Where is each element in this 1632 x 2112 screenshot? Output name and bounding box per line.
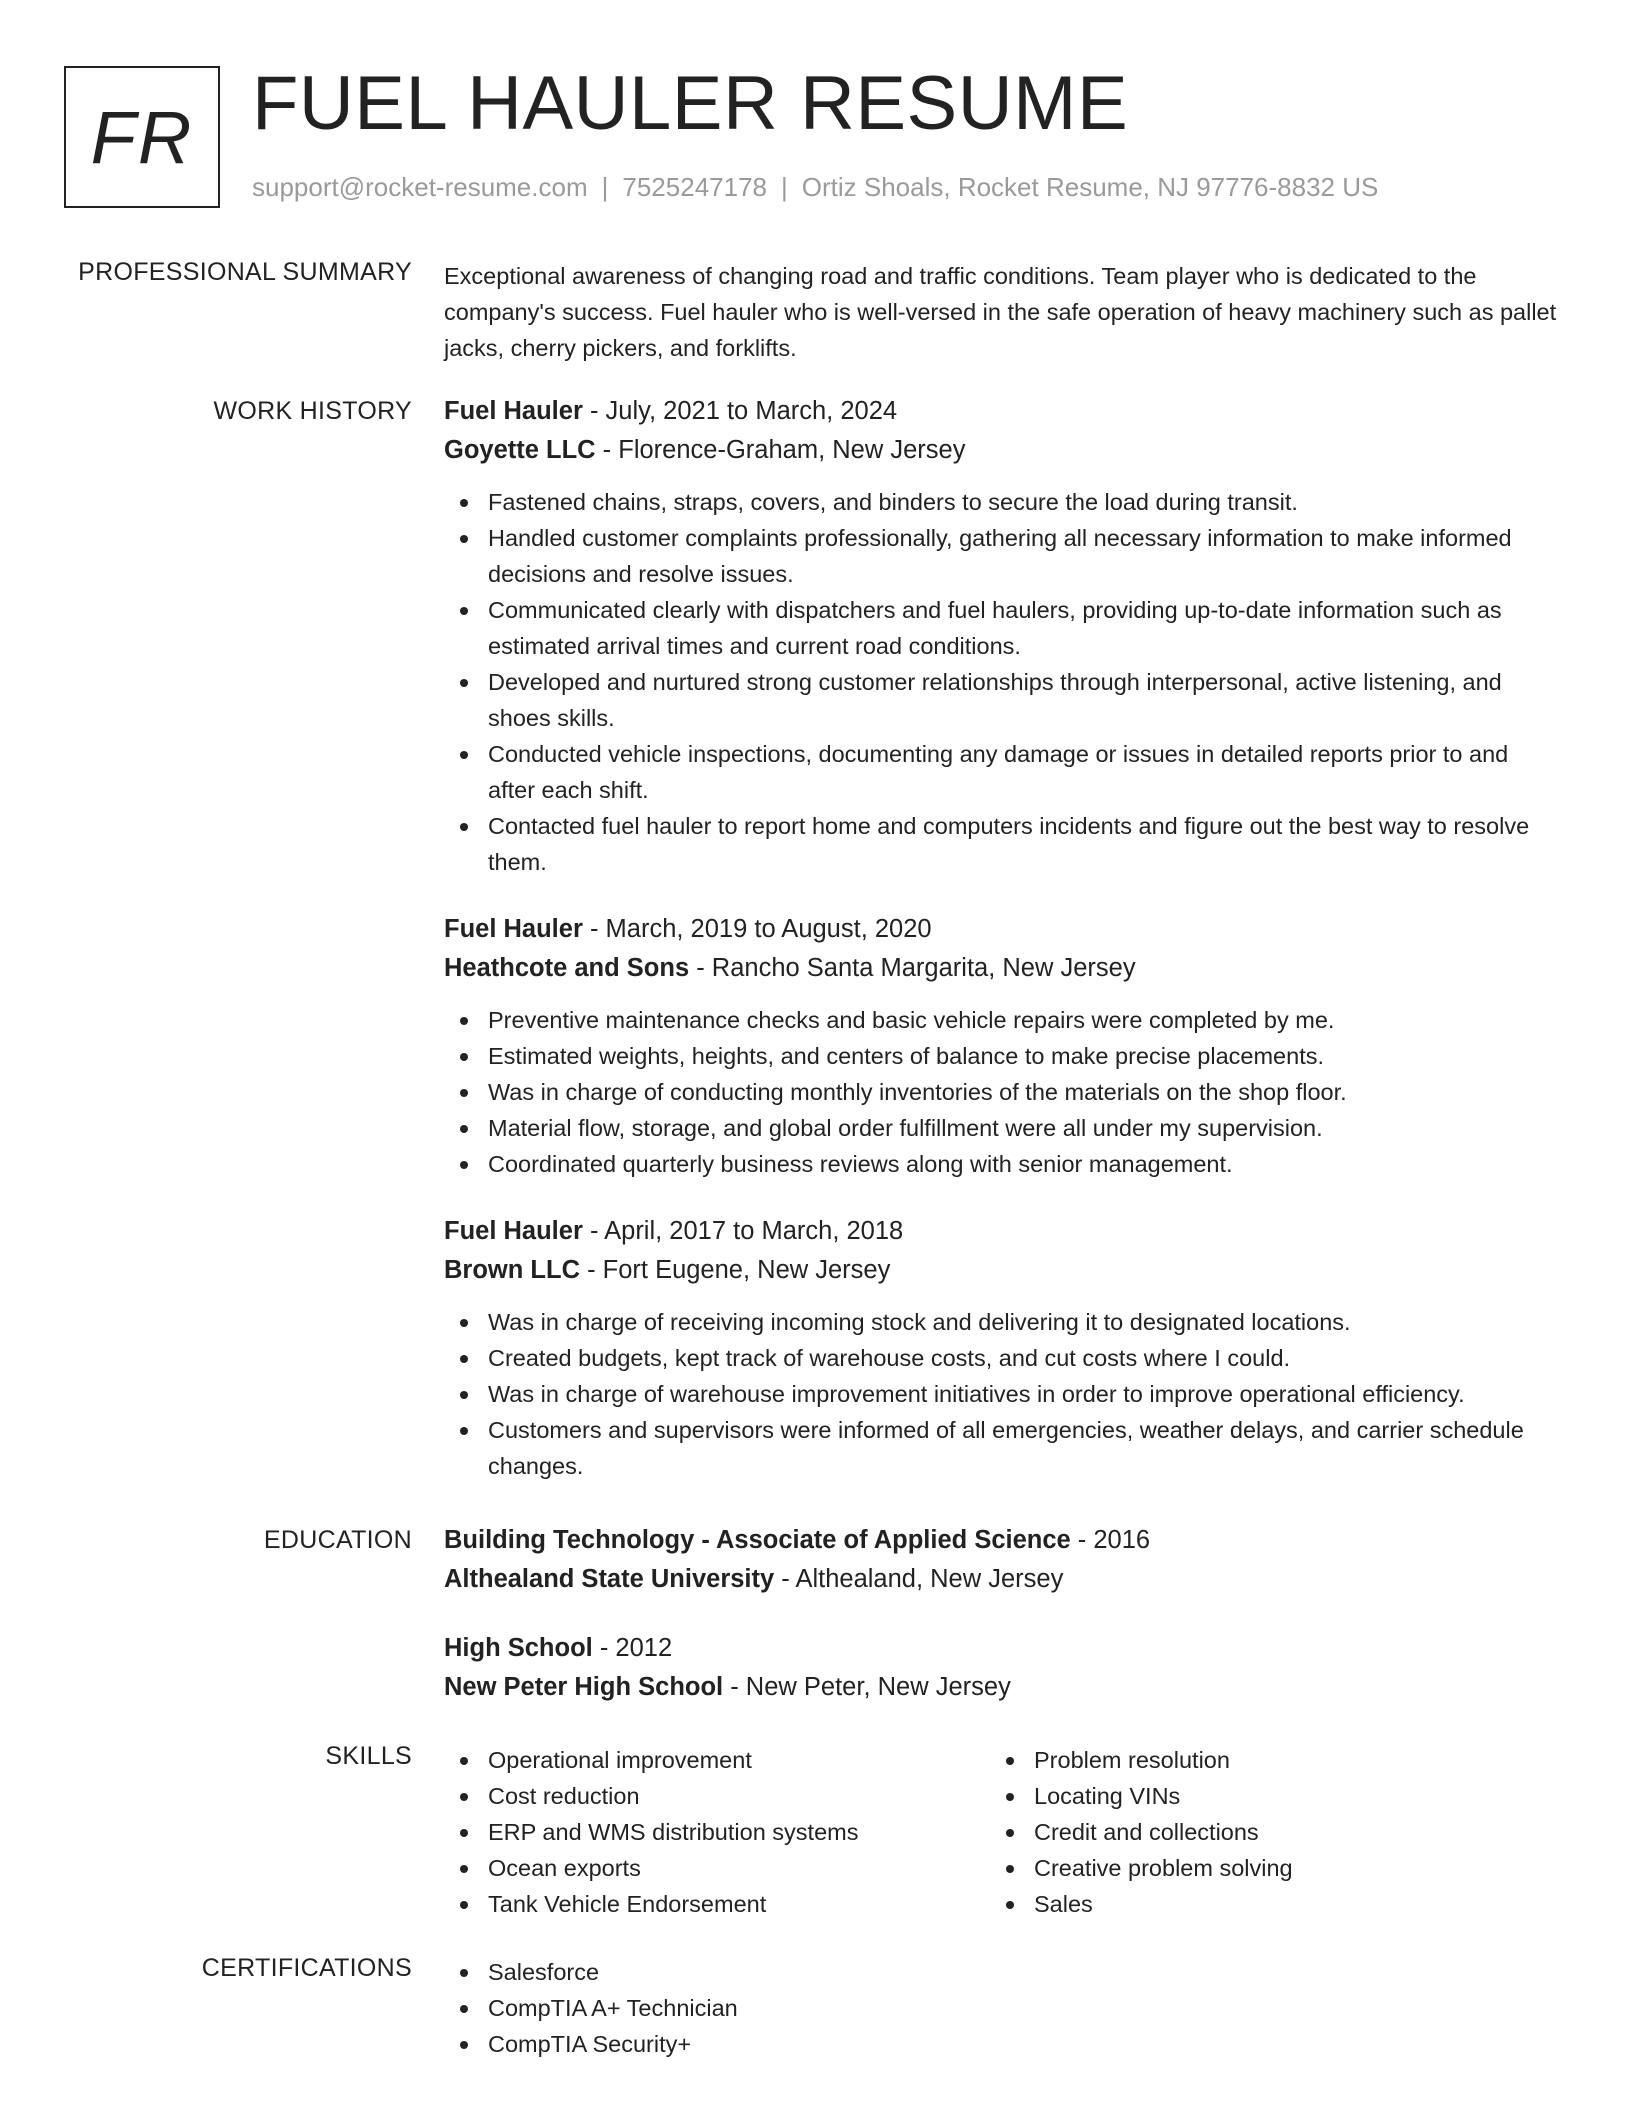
job-title: Fuel Hauler (444, 1217, 583, 1245)
bullet-item: Customers and supervisors were informed of all emergencies, weather delays, and carrier schedule changes. (444, 1412, 1560, 1484)
contact-separator: | (601, 172, 609, 202)
skills-heading: SKILLS (325, 1742, 412, 1770)
bullet-item: Conducted vehicle inspections, documenting any damage or issues in detailed reports prior to and after each shift. (444, 736, 1560, 808)
job-title: Fuel Hauler (444, 915, 583, 943)
education-degree: High School (444, 1634, 593, 1662)
job-dates: - April, 2017 to March, 2018 (582, 1217, 904, 1245)
bullet-item: Developed and nurtured strong customer relationships through interpersonal, active listening, and shoes skills. (444, 664, 1560, 736)
education-degree-line (444, 1629, 1560, 1668)
monogram-badge: FR (64, 66, 220, 208)
certifications-heading: CERTIFICATIONS (201, 1954, 412, 1982)
skill-item: Cost reduction (444, 1778, 990, 1814)
skills-list-right (990, 1742, 1536, 1922)
contact-address: Ortiz Shoals, Rocket Resume, NJ 97776-8832 US (801, 172, 1379, 202)
job-bullets (444, 1304, 1560, 1484)
contact-separator: | (781, 172, 788, 202)
education-school-line (444, 1560, 1560, 1599)
bullet-item: Was in charge of receiving incoming stock and delivering it to designated locations. (444, 1304, 1560, 1340)
bullet-item: Created budgets, kept track of warehouse costs, and cut costs where I could. (444, 1340, 1560, 1376)
education-school-line (444, 1668, 1560, 1707)
job-company: Goyette LLC (444, 436, 596, 464)
skill-item: Tank Vehicle Endorsement (444, 1886, 990, 1922)
job-company-line (444, 431, 1560, 470)
education-year: - 2016 (1070, 1526, 1151, 1554)
resume-header (64, 61, 1564, 210)
bullet-item: Coordinated quarterly business reviews along with senior management. (444, 1146, 1560, 1182)
certification-item: CompTIA A+ Technician (444, 1990, 990, 2026)
job-title-line (444, 910, 1560, 949)
skill-item: Creative problem solving (990, 1850, 1536, 1886)
education-location: - Althealand, New Jersey (774, 1565, 1064, 1593)
certification-item: CompTIA Security+ (444, 2026, 990, 2062)
skills-columns (444, 1742, 1560, 1922)
work-history-heading: WORK HISTORY (213, 397, 412, 425)
contact-line (252, 172, 1378, 203)
work-history-list (444, 392, 1560, 1500)
job-entry (444, 1212, 1560, 1484)
bullet-item: Contacted fuel hauler to report home and computers incidents and figure out the best way to resolve them. (444, 808, 1560, 880)
job-title-line (444, 392, 1560, 431)
bullet-item: Communicated clearly with dispatchers and fuel haulers, providing up-to-date information such as estimated arrival times and current road conditions. (444, 592, 1560, 664)
contact-phone: 7525247178 (622, 172, 767, 202)
education-entry (444, 1521, 1560, 1599)
bullet-item: Fastened chains, straps, covers, and binders to secure the load during transit. (444, 484, 1560, 520)
job-location: - Rancho Santa Margarita, New Jersey (689, 954, 1136, 982)
education-entry (444, 1629, 1560, 1707)
certification-item: Salesforce (444, 1954, 990, 1990)
job-bullets (444, 1002, 1560, 1182)
education-degree-line (444, 1521, 1560, 1560)
education-year: - 2012 (592, 1634, 673, 1662)
certifications-columns (444, 1954, 1560, 2062)
skill-item: Ocean exports (444, 1850, 990, 1886)
summary-heading: PROFESSIONAL SUMMARY (78, 258, 412, 286)
education-list (444, 1521, 1560, 1723)
skill-item: Sales (990, 1886, 1536, 1922)
job-company: Heathcote and Sons (444, 954, 690, 982)
skill-item: Problem resolution (990, 1742, 1536, 1778)
job-bullets (444, 484, 1560, 880)
skill-item: Locating VINs (990, 1778, 1536, 1814)
bullet-item: Preventive maintenance checks and basic vehicle repairs were completed by me. (444, 1002, 1560, 1038)
job-company: Brown LLC (444, 1256, 580, 1284)
skill-item: Operational improvement (444, 1742, 990, 1778)
skill-item: ERP and WMS distribution systems (444, 1814, 990, 1850)
job-entry (444, 392, 1560, 880)
bullet-item: Was in charge of conducting monthly inventories of the materials on the shop floor. (444, 1074, 1560, 1110)
job-location: - Fort Eugene, New Jersey (579, 1256, 891, 1284)
skills-list-left (444, 1742, 990, 1922)
resume-title: FUEL HAULER RESUME (252, 61, 1129, 146)
job-location: - Florence-Graham, New Jersey (595, 436, 966, 464)
job-dates: - March, 2019 to August, 2020 (582, 915, 932, 943)
education-degree: Building Technology - Associate of Applied Science (444, 1526, 1071, 1554)
bullet-item: Handled customer complaints professionally, gathering all necessary information to make informed decisions and resolve issues. (444, 520, 1560, 592)
job-company-line (444, 949, 1560, 988)
bullet-item: Was in charge of warehouse improvement initiatives in order to improve operational efficiency. (444, 1376, 1560, 1412)
summary-text: Exceptional awareness of changing road and traffic conditions. Team player who is dedicated to the company's success. Fuel hauler who is well-versed in the safe operation of heavy machinery such as pallet jacks, cherry pickers, and forklifts. (444, 263, 1557, 361)
education-school: New Peter High School (444, 1673, 724, 1701)
job-entry (444, 910, 1560, 1182)
education-heading: EDUCATION (263, 1526, 412, 1554)
skill-item: Credit and collections (990, 1814, 1536, 1850)
job-title: Fuel Hauler (444, 397, 583, 425)
job-company-line (444, 1251, 1560, 1290)
bullet-item: Material flow, storage, and global order fulfillment were all under my supervision. (444, 1110, 1560, 1146)
bullet-item: Estimated weights, heights, and centers of balance to make precise placements. (444, 1038, 1560, 1074)
job-title-line (444, 1212, 1560, 1251)
education-location: - New Peter, New Jersey (723, 1673, 1011, 1701)
certifications-list (444, 1954, 990, 2062)
job-dates: - July, 2021 to March, 2024 (582, 397, 898, 425)
education-school: Althealand State University (444, 1565, 775, 1593)
contact-email: support@rocket-resume.com (252, 172, 588, 202)
